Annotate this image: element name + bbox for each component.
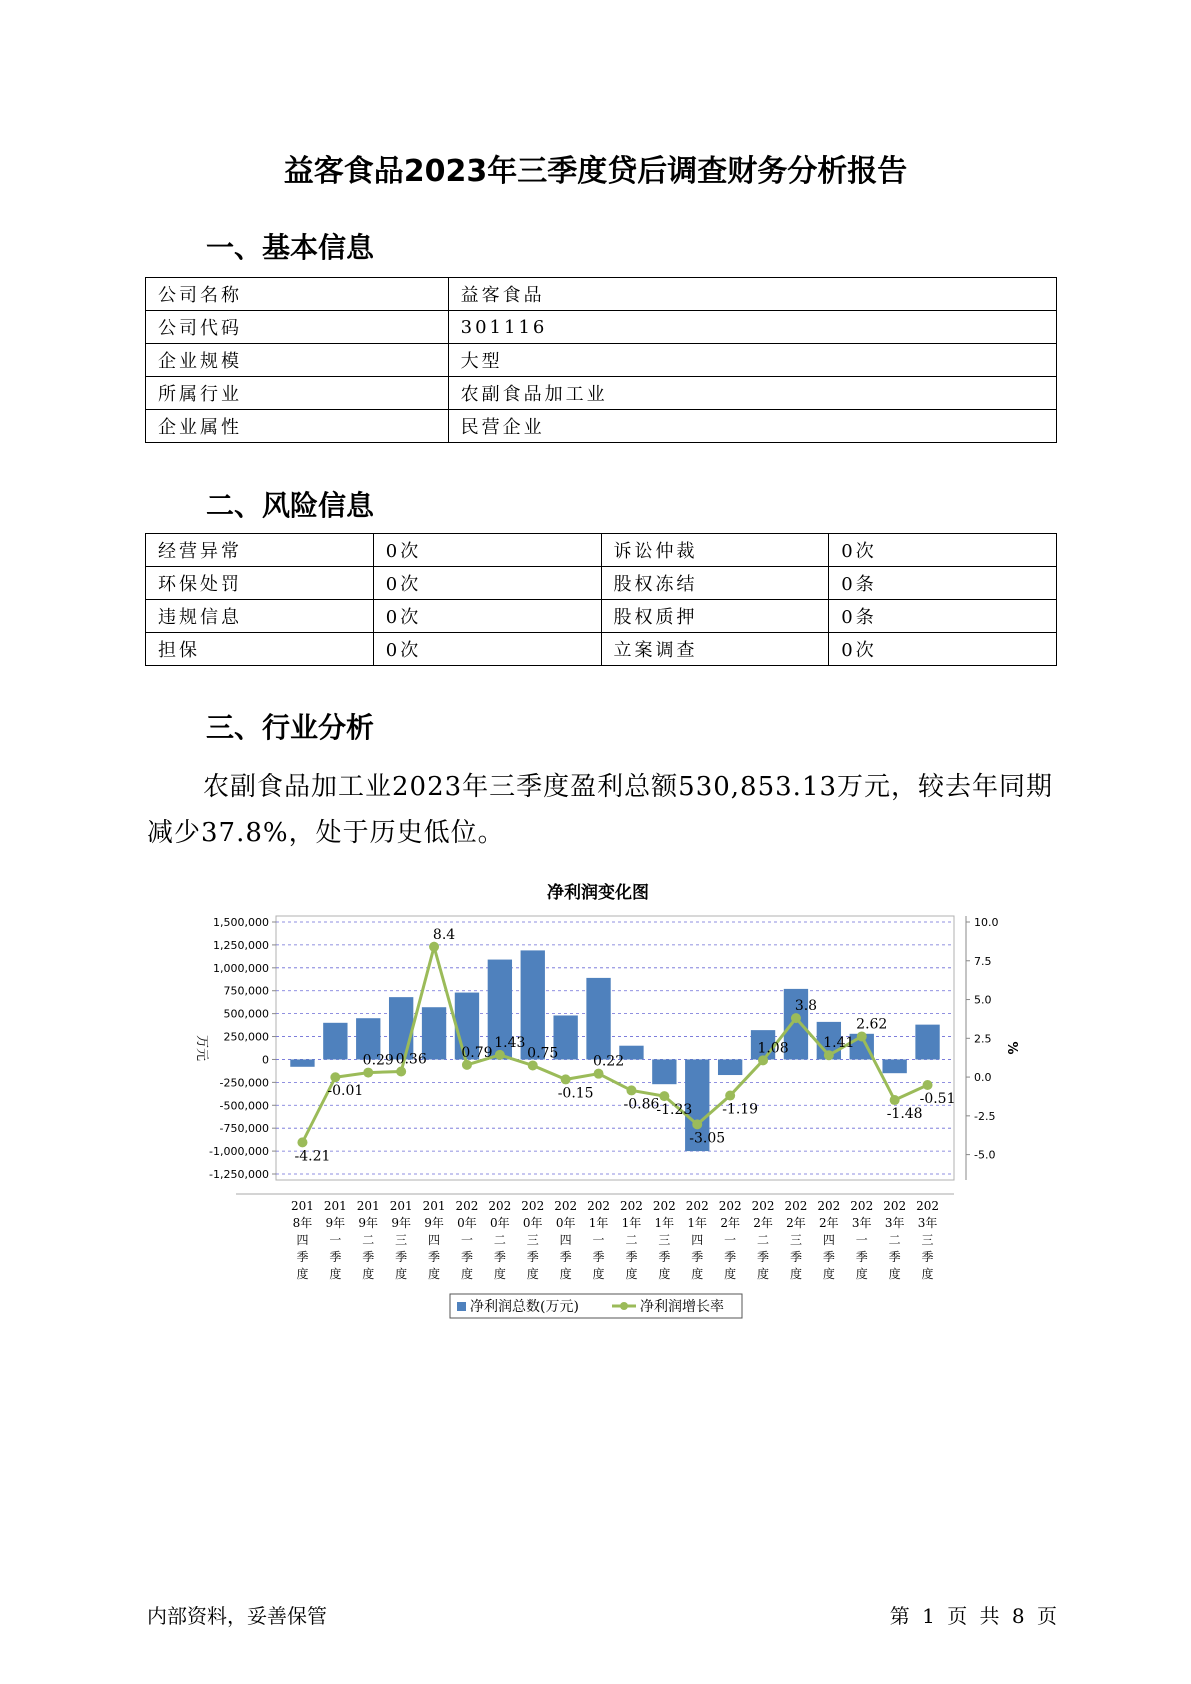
growth-rate-point <box>462 1060 472 1070</box>
basic-info-value: 301116 <box>448 311 1056 344</box>
x-tick-label: 202 0年一季度 <box>455 1199 479 1281</box>
growth-rate-point <box>692 1119 702 1129</box>
right-tick-label: 5.0 <box>974 993 992 1007</box>
growth-rate-point <box>396 1066 406 1076</box>
x-tick-label: 202 2年一季度 <box>718 1199 742 1281</box>
data-label: -0.51 <box>919 1090 956 1107</box>
footer-confidential-note: 内部资料，妥善保管 <box>147 1604 327 1628</box>
data-label: 3.8 <box>794 998 818 1015</box>
data-label: 1.43 <box>494 1034 526 1051</box>
y-tick-label: -500,000 <box>219 1099 269 1113</box>
x-tick-label: 201 9年二季度 <box>356 1199 380 1281</box>
x-tick-label: 202 0年四季度 <box>554 1199 578 1281</box>
right-tick-label: -5.0 <box>974 1148 996 1162</box>
right-tick-label: 10.0 <box>974 916 999 929</box>
bar <box>323 1023 347 1060</box>
growth-rate-point <box>429 942 439 952</box>
page-title: 益客食品2023年三季度贷后调查财务分析报告 <box>283 154 908 189</box>
bar <box>290 1059 314 1066</box>
data-label: -1.23 <box>656 1102 693 1119</box>
basic-info-row <box>146 311 1057 344</box>
bar <box>882 1059 906 1073</box>
basic-info-value: 大型 <box>448 344 1056 377</box>
section-heading-risk-info: 二、风险信息 <box>206 489 375 522</box>
basic-info-label: 所属行业 <box>146 377 449 410</box>
basic-info-row <box>146 344 1057 377</box>
data-label: 8.4 <box>432 926 456 943</box>
data-label: 0.36 <box>395 1051 427 1068</box>
risk-info-label: 违规信息 <box>146 600 374 633</box>
x-tick-label: 202 2年二季度 <box>751 1199 775 1281</box>
bar <box>718 1059 742 1075</box>
growth-rate-point <box>857 1031 867 1041</box>
data-label: 0.29 <box>362 1052 394 1069</box>
data-label: -3.05 <box>689 1130 726 1147</box>
y-tick-label: 1,500,000 <box>213 916 269 929</box>
basic-info-label: 公司名称 <box>146 278 449 311</box>
growth-rate-point <box>758 1055 768 1065</box>
risk-info-label: 股权质押 <box>601 600 829 633</box>
x-tick-label: 202 3年三季度 <box>916 1199 940 1281</box>
right-axis-label: % <box>1004 1041 1019 1055</box>
bar <box>915 1025 939 1060</box>
basic-info-row <box>146 278 1057 311</box>
x-tick-label: 201 9年三季度 <box>389 1199 413 1281</box>
bar <box>586 978 610 1060</box>
risk-info-label: 诉讼仲裁 <box>601 534 829 567</box>
legend-bar-swatch <box>457 1302 466 1311</box>
industry-analysis-text: 农副食品加工业2023年三季度盈利总额530,853.13万元，较去年同期减少37.8%，处于历史低位。 <box>147 772 1054 848</box>
bar <box>389 997 413 1059</box>
net-profit-chart <box>180 876 1040 1338</box>
data-label: 2.62 <box>856 1016 888 1033</box>
risk-info-row <box>146 567 1057 600</box>
growth-rate-point <box>363 1068 373 1078</box>
growth-rate-point <box>824 1050 834 1060</box>
growth-rate-point <box>626 1085 636 1095</box>
bar <box>652 1059 676 1084</box>
x-tick-label: 201 8年四季度 <box>290 1199 314 1281</box>
growth-rate-point <box>890 1095 900 1105</box>
growth-rate-point <box>297 1137 307 1147</box>
x-tick-label: 202 3年二季度 <box>883 1199 907 1281</box>
x-tick-label: 202 1年一季度 <box>587 1199 611 1281</box>
right-tick-label: 2.5 <box>974 1032 992 1046</box>
basic-info-value: 农副食品加工业 <box>448 377 1056 410</box>
x-tick-label: 201 9年一季度 <box>323 1199 347 1281</box>
data-label: -0.15 <box>557 1085 594 1102</box>
x-tick-label: 202 0年三季度 <box>521 1199 545 1281</box>
data-label: -0.86 <box>623 1096 660 1113</box>
legend-line-label: 净利润增长率 <box>640 1299 724 1315</box>
y-tick-label: -1,000,000 <box>209 1145 269 1159</box>
growth-rate-point <box>923 1080 933 1090</box>
y-tick-label: 250,000 <box>223 1030 269 1044</box>
chart-title: 净利润变化图 <box>547 883 649 903</box>
risk-info-value: 0次 <box>373 567 601 600</box>
risk-info-value: 0次 <box>373 600 601 633</box>
footer-page-number: 第 1 页 共 8 页 <box>889 1604 1057 1628</box>
legend-line-marker <box>620 1302 628 1310</box>
y-tick-label: -750,000 <box>219 1122 269 1136</box>
right-tick-label: 0.0 <box>974 1071 992 1085</box>
risk-info-row <box>146 534 1057 567</box>
growth-rate-point <box>495 1050 505 1060</box>
risk-info-label: 立案调查 <box>601 633 829 666</box>
data-label: -0.01 <box>327 1083 364 1100</box>
x-tick-label: 202 3年一季度 <box>850 1199 874 1281</box>
data-label: 0.22 <box>592 1053 625 1070</box>
risk-info-value: 0次 <box>373 633 601 666</box>
y-tick-label: 1,250,000 <box>213 938 269 952</box>
y-axis-label: 万元 <box>194 1034 209 1062</box>
right-tick-label: 7.5 <box>974 954 992 968</box>
section-heading-industry-analysis: 三、行业分析 <box>206 711 375 744</box>
risk-info-value: 0条 <box>829 567 1057 600</box>
data-label: -4.21 <box>294 1148 331 1165</box>
growth-rate-point <box>330 1072 340 1082</box>
growth-rate-point <box>561 1074 571 1084</box>
risk-info-value: 0条 <box>829 600 1057 633</box>
basic-info-value: 益客食品 <box>448 278 1056 311</box>
growth-rate-point <box>791 1013 801 1023</box>
risk-info-row <box>146 633 1057 666</box>
y-tick-label: 500,000 <box>223 1007 269 1021</box>
y-tick-label: -1,250,000 <box>209 1168 269 1181</box>
x-tick-label: 202 2年三季度 <box>784 1199 808 1281</box>
x-tick-label: 202 0年二季度 <box>488 1199 512 1281</box>
data-label: -1.19 <box>722 1101 759 1118</box>
x-tick-label: 202 1年二季度 <box>619 1199 643 1281</box>
risk-info-row <box>146 600 1057 633</box>
risk-info-value: 0次 <box>829 534 1057 567</box>
data-label: 0.79 <box>461 1044 493 1061</box>
y-tick-label: 0 <box>262 1053 269 1067</box>
data-label: 1.08 <box>757 1040 789 1057</box>
risk-info-label: 担保 <box>146 633 374 666</box>
basic-info-label: 企业属性 <box>146 410 449 443</box>
data-label: -1.48 <box>886 1106 923 1123</box>
x-tick-label: 202 2年四季度 <box>817 1199 841 1281</box>
risk-info-table <box>145 533 1057 666</box>
risk-info-label: 环保处罚 <box>146 567 374 600</box>
data-label: 1.41 <box>823 1035 855 1052</box>
basic-info-label: 企业规模 <box>146 344 449 377</box>
growth-rate-point <box>528 1060 538 1070</box>
y-tick-label: -250,000 <box>219 1076 269 1090</box>
risk-info-label: 股权冻结 <box>601 567 829 600</box>
legend-bar-label: 净利润总数(万元) <box>470 1299 579 1315</box>
basic-info-row <box>146 410 1057 443</box>
basic-info-label: 公司代码 <box>146 311 449 344</box>
basic-info-row <box>146 377 1057 410</box>
growth-rate-point <box>594 1069 604 1079</box>
basic-info-value: 民营企业 <box>448 410 1056 443</box>
basic-info-table <box>145 277 1057 443</box>
x-tick-label: 202 1年三季度 <box>652 1199 676 1281</box>
x-tick-label: 202 1年四季度 <box>685 1199 709 1281</box>
risk-info-value: 0次 <box>829 633 1057 666</box>
y-tick-label: 750,000 <box>223 984 269 998</box>
right-tick-label: -2.5 <box>974 1109 996 1123</box>
section-heading-basic-info: 一、基本信息 <box>206 231 375 264</box>
x-tick-label: 201 9年四季度 <box>422 1199 446 1281</box>
y-tick-label: 1,000,000 <box>213 961 269 975</box>
growth-rate-point <box>725 1091 735 1101</box>
growth-rate-point <box>659 1091 669 1101</box>
risk-info-label: 经营异常 <box>146 534 374 567</box>
risk-info-value: 0次 <box>373 534 601 567</box>
data-label: 0.75 <box>527 1045 559 1062</box>
